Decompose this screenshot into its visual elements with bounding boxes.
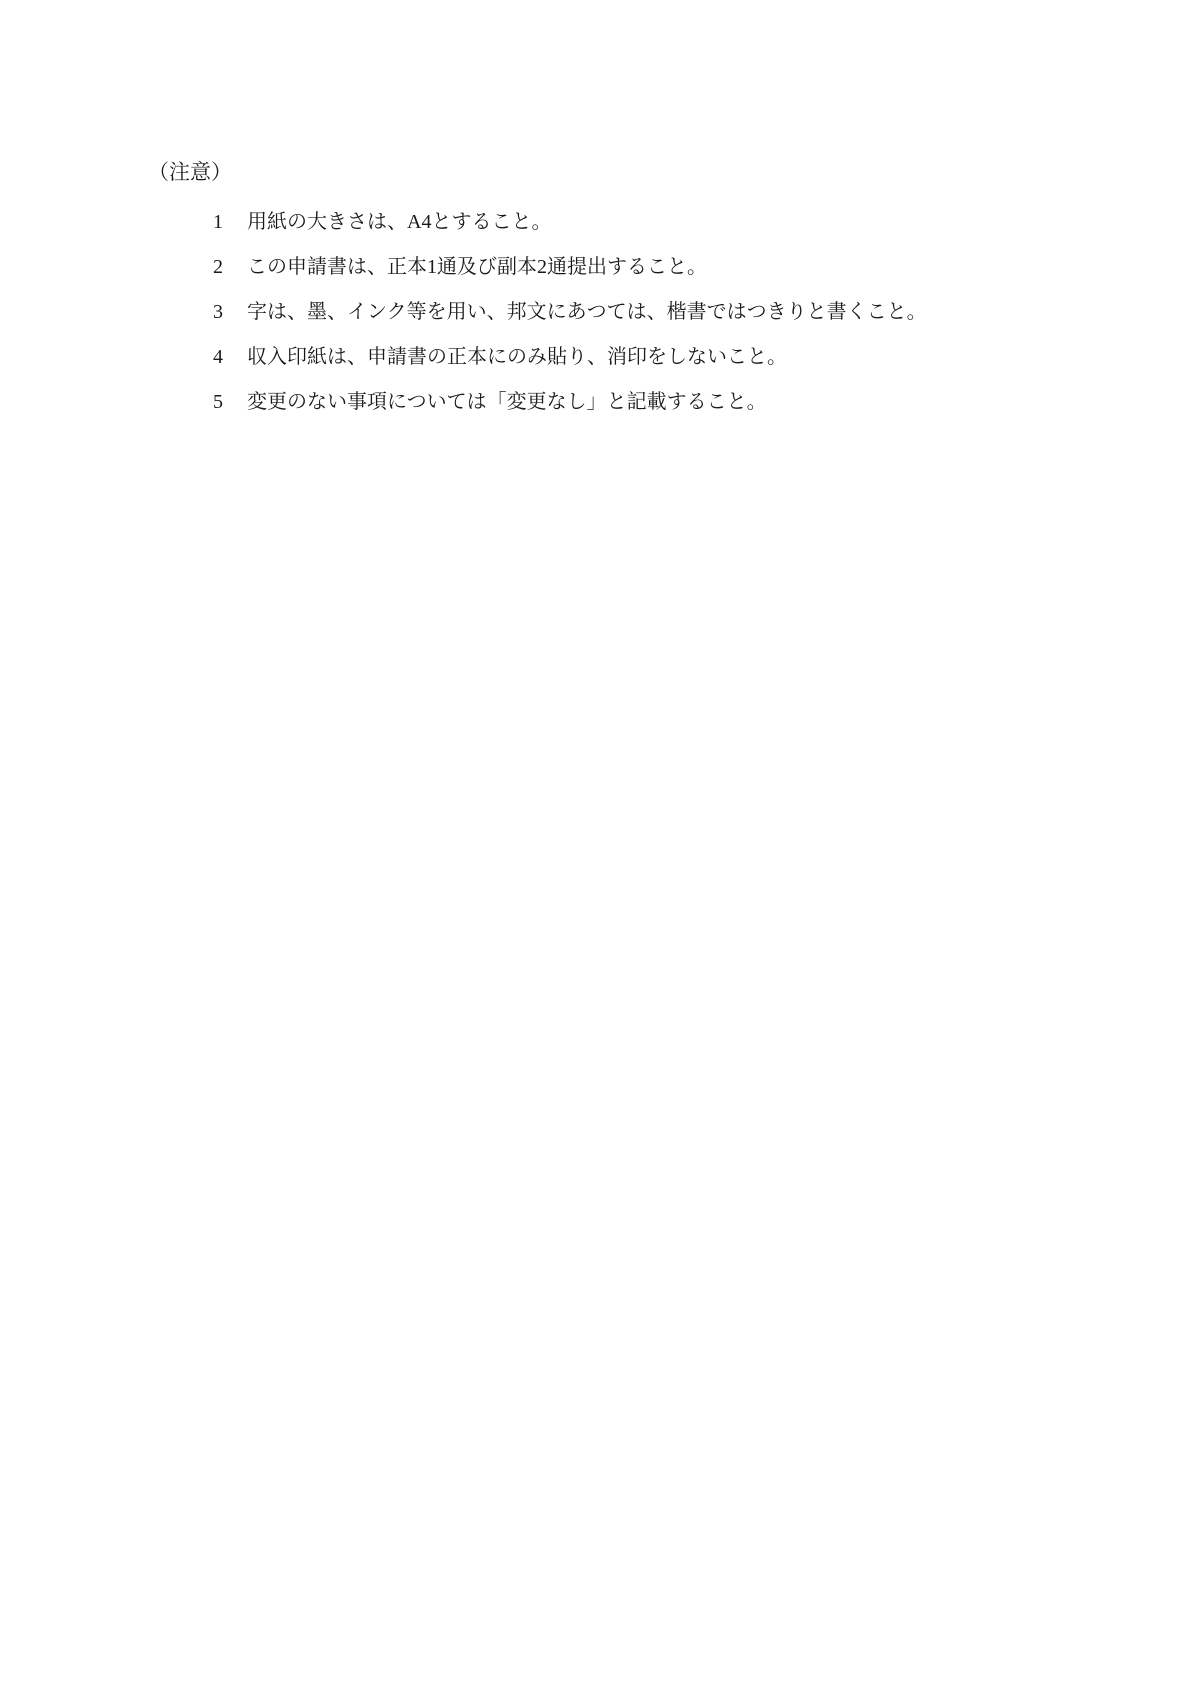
note-number: 5 xyxy=(213,391,223,413)
note-item xyxy=(0,245,1181,290)
note-number: 4 xyxy=(213,346,223,368)
note-number: 1 xyxy=(213,211,223,233)
note-item xyxy=(0,380,1181,425)
notes-list xyxy=(0,200,1181,425)
note-text: 字は、墨、インク等を用い、邦文にあつては、楷書ではつきりと書くこと。 xyxy=(247,301,927,323)
note-text: 収入印紙は、申請書の正本にのみ貼り、消印をしないこと。 xyxy=(247,346,787,368)
note-item xyxy=(0,200,1181,245)
note-item xyxy=(0,290,1181,335)
note-text: この申請書は、正本1通及び副本2通提出すること。 xyxy=(247,256,707,278)
note-number: 3 xyxy=(213,301,223,323)
note-number: 2 xyxy=(213,256,223,278)
note-item xyxy=(0,335,1181,380)
notes-heading: （注意） xyxy=(148,160,232,184)
note-text: 用紙の大きさは、A4とすること。 xyxy=(247,211,552,233)
note-text: 変更のない事項については「変更なし」と記載すること。 xyxy=(247,391,767,413)
